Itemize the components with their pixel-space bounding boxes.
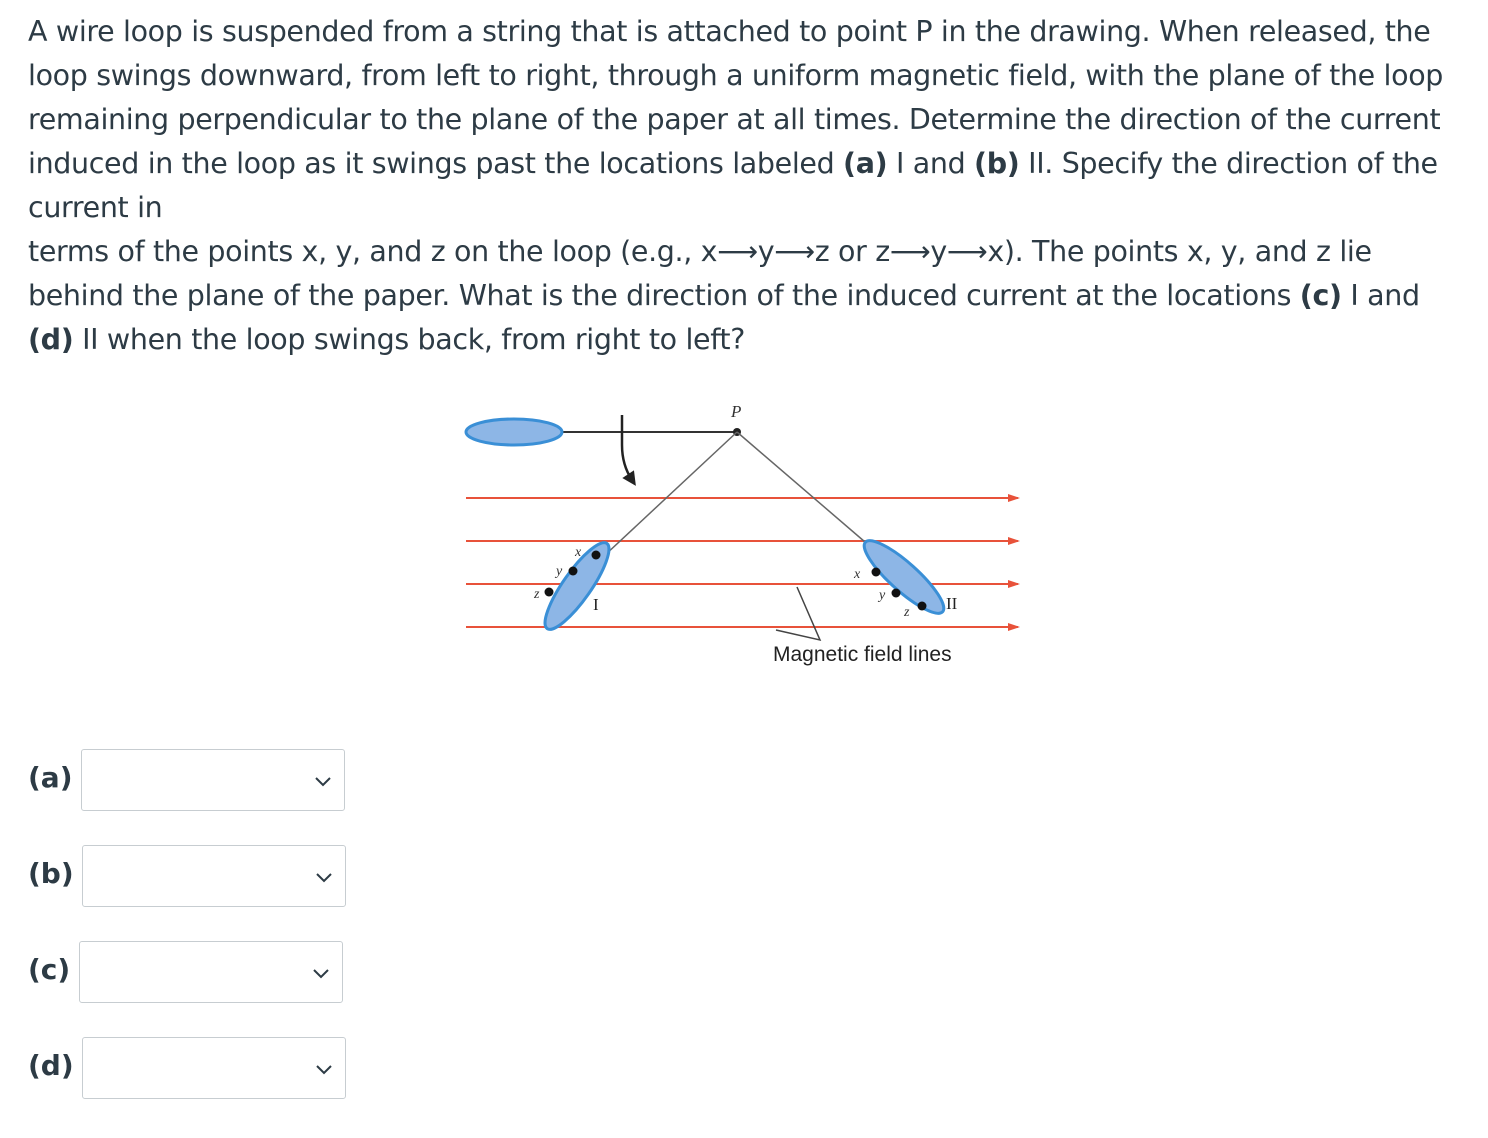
question-text-part: I and xyxy=(887,147,975,180)
point-y-dot xyxy=(569,567,578,576)
point-y-dot xyxy=(892,589,901,598)
question-text-part: I and xyxy=(1341,279,1420,312)
answer-select-c[interactable] xyxy=(79,941,343,1003)
point-z-dot xyxy=(545,588,554,597)
string-to-loop-I xyxy=(604,432,737,556)
point-z-label: z xyxy=(534,587,540,602)
field-caption-pointer xyxy=(776,587,820,640)
location-I-label: I xyxy=(593,595,599,614)
question-text-part: A wire loop is suspended from a string that is attached to point P in the drawing. When released, the loop swings downward, from left to right, through a uniform magnetic field, with the plane of the loop remaining perpendicular to the plane of the paper at all times. Determine the direction of the current induced in the loop as it swings past the locations labeled xyxy=(28,15,1444,180)
answer-select-b[interactable] xyxy=(82,845,346,907)
part-a-ref: (a) xyxy=(843,147,888,180)
point-y-label: y xyxy=(556,564,563,579)
chevron-down-icon xyxy=(313,866,335,888)
question-text-part: terms of the points x, y, and z on the loop (e.g., x⟶y⟶z or z⟶y⟶x). The points x, y, and z lie behind the plane of the paper. What is the direction of the induced current at the locations xyxy=(28,235,1372,312)
chevron-down-icon xyxy=(310,962,332,984)
string-to-loop-II xyxy=(737,432,872,548)
point-x-dot xyxy=(872,568,881,577)
part-b-ref: (b) xyxy=(974,147,1020,180)
answer-select-a[interactable] xyxy=(81,749,345,811)
answer-label-a: (a) xyxy=(28,761,73,794)
point-z-label: z xyxy=(904,605,910,620)
point-x-dot xyxy=(592,551,601,560)
answer-label-c: (c) xyxy=(28,953,71,986)
point-z-dot xyxy=(918,602,927,611)
location-II-label: II xyxy=(946,594,958,613)
answer-label-d: (d) xyxy=(28,1049,74,1082)
answer-select-d[interactable] xyxy=(82,1037,346,1099)
point-y-label: y xyxy=(879,588,886,603)
pivot-label: P xyxy=(731,402,742,421)
loop-start xyxy=(466,419,562,445)
loop-II xyxy=(853,532,958,622)
part-c-ref: (c) xyxy=(1299,279,1342,312)
swing-direction-arrow-icon xyxy=(622,415,632,480)
loop-I xyxy=(533,535,618,636)
question-text-part: II. Specify the direction of the current in xyxy=(28,147,1438,224)
point-x-label: x xyxy=(575,545,582,560)
part-d-ref: (d) xyxy=(28,323,74,356)
point-x-label: x xyxy=(854,567,861,582)
chevron-down-icon xyxy=(313,1058,335,1080)
chevron-down-icon xyxy=(312,770,334,792)
answer-label-b: (b) xyxy=(28,857,74,890)
field-caption: Magnetic field lines xyxy=(773,643,952,666)
question-text-part: II when the loop swings back, from right to left? xyxy=(73,323,745,356)
